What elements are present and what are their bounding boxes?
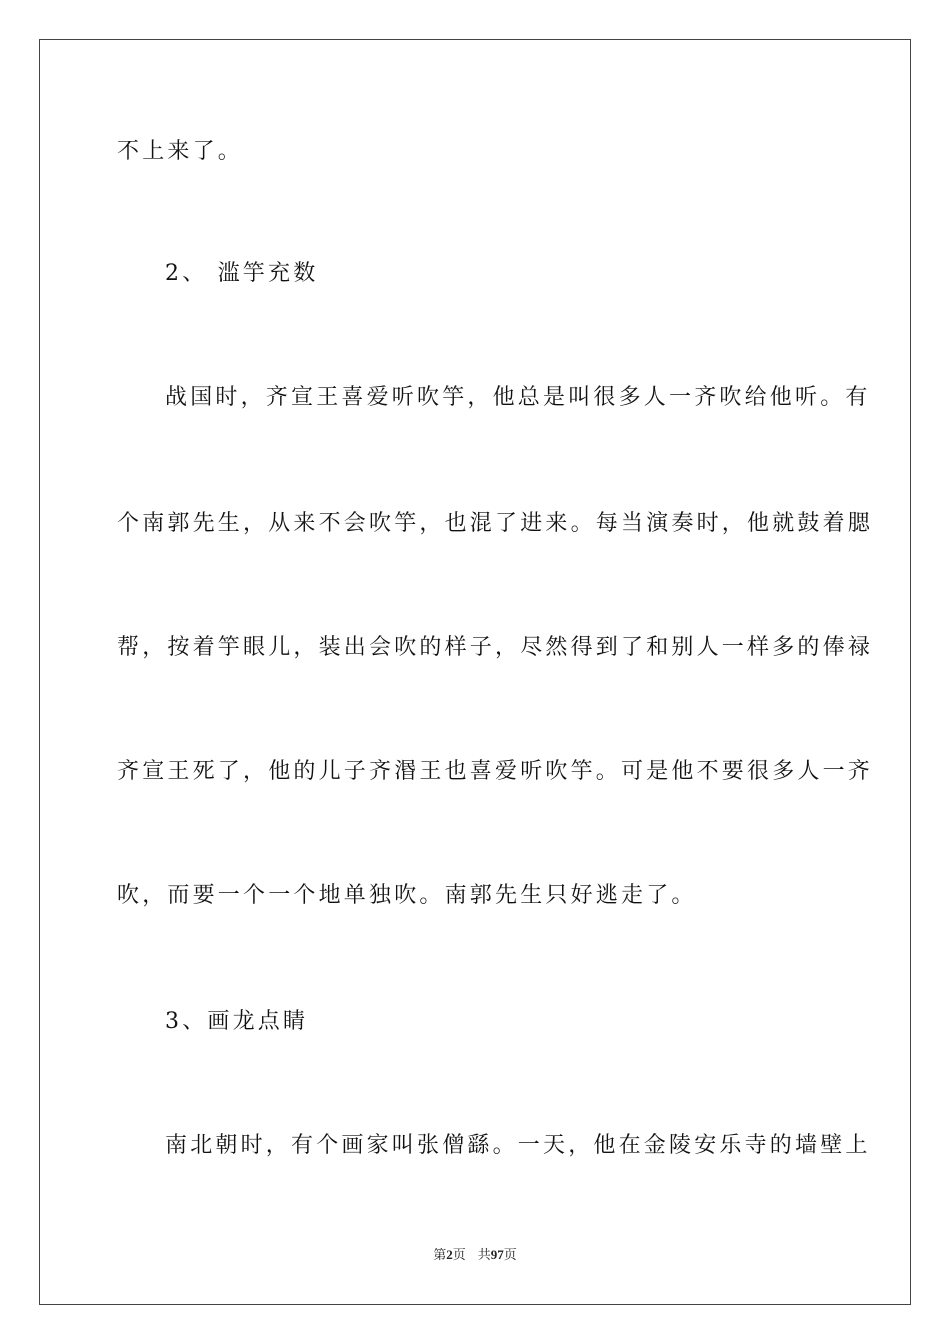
text-line-continuation: 不上来了。	[117, 139, 244, 164]
paragraph-line-2: 个南郭先生，从来不会吹竽，也混了进来。每当演奏时，他就鼓着腮	[117, 511, 874, 536]
total-pages: 97	[490, 1247, 504, 1262]
page-number: 2	[446, 1247, 453, 1262]
page-border	[39, 39, 911, 1305]
section-heading-3: 3、画龙点睛	[165, 1009, 309, 1034]
page-prefix: 第	[433, 1247, 447, 1262]
section-heading-2: 2、 滥竽充数	[165, 261, 319, 286]
paragraph-line-4: 齐宣王死了，他的儿子齐湣王也喜爱听吹竽。可是他不要很多人一齐	[117, 759, 874, 784]
total-suffix: 页	[503, 1247, 517, 1262]
paragraph-line-1: 战国时，齐宣王喜爱听吹竽，他总是叫很多人一齐吹给他听。有	[165, 385, 871, 410]
paragraph-line-6: 南北朝时，有个画家叫张僧繇。一天，他在金陵安乐寺的墙壁上	[165, 1133, 871, 1158]
total-prefix: 共	[477, 1247, 491, 1262]
page-footer	[0, 1247, 950, 1263]
paragraph-line-5: 吹，而要一个一个地单独吹。南郭先生只好逃走了。	[117, 883, 697, 908]
paragraph-line-3: 帮，按着竽眼儿，装出会吹的样子，尽然得到了和别人一样多的俸禄	[117, 635, 874, 660]
page-suffix: 页	[452, 1247, 466, 1262]
